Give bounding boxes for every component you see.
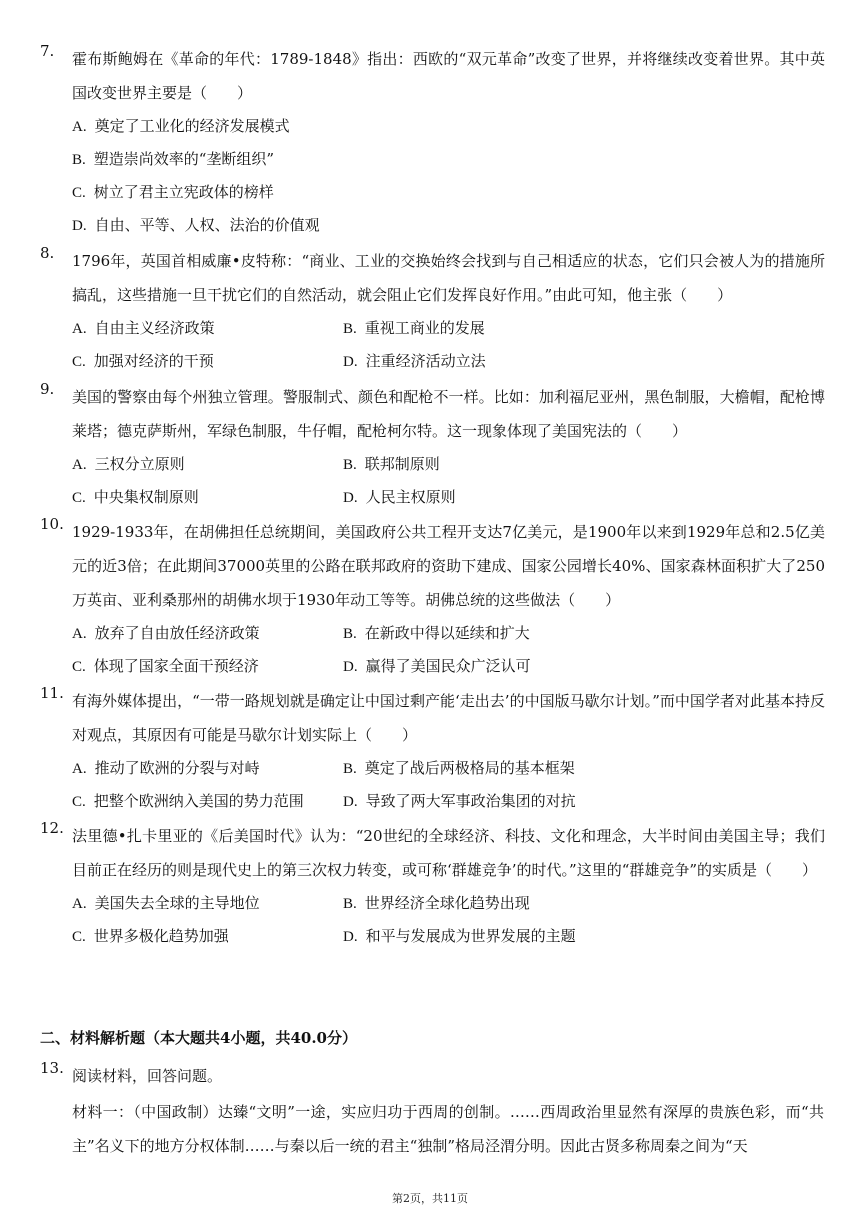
option-a: A. 奠定了工业化的经济发展模式 bbox=[72, 117, 290, 135]
question-number: 10. bbox=[40, 515, 64, 533]
question-number: 7. bbox=[40, 42, 55, 60]
option-b: B. 奠定了战后两极格局的基本框架 bbox=[343, 759, 575, 777]
question-9 bbox=[40, 380, 825, 514]
option-c: C. 中央集权制原则 bbox=[72, 488, 199, 506]
question-12 bbox=[40, 819, 825, 953]
option-b: B. 塑造崇尚效率的“垄断组织” bbox=[72, 150, 275, 168]
option-a: A. 美国失去全球的主导地位 bbox=[72, 894, 260, 912]
option-a: A. 推动了欧洲的分裂与对峙 bbox=[72, 759, 260, 777]
option-b: B. 在新政中得以延续和扩大 bbox=[343, 624, 530, 642]
option-d: D. 自由、平等、人权、法治的价值观 bbox=[72, 216, 320, 234]
question-number: 9. bbox=[40, 380, 55, 398]
option-c: C. 把整个欧洲纳入美国的势力范围 bbox=[72, 792, 304, 810]
question-stem: 1929-1933年，在胡佛担任总统期间，美国政府公共工程开支达7亿美元，是1900年以来到1929年总和2.5亿美元的近3倍；在此期间37000英里的公路在联邦政府的资助下建成、国家公园增长40%、国家森林面积扩大了250万英亩、亚利桑那州的胡佛水坝于1930年动工等等。胡佛总统的这些做法（ ） bbox=[72, 523, 825, 609]
material-text: 材料一：（中国政制）达臻“文明”一途，实应归功于西周的创制。……西周政治里显然有深厚的贵族色彩，而“共主”名义下的地方分权体制……与秦以后一统的君主“独制”格局泾渭分明。因此古贤多称周秦之间为“天 bbox=[72, 1103, 824, 1155]
question-13 bbox=[40, 1059, 825, 1093]
options-list bbox=[72, 887, 825, 953]
option-b: B. 联邦制原则 bbox=[343, 455, 440, 473]
option-d: D. 导致了两大军事政治集团的对抗 bbox=[343, 792, 576, 810]
question-11 bbox=[40, 684, 825, 818]
question-number: 8. bbox=[40, 244, 55, 262]
option-a: A. 自由主义经济政策 bbox=[72, 319, 215, 337]
option-c: C. 树立了君主立宪政体的榜样 bbox=[72, 183, 274, 201]
options-list bbox=[72, 752, 825, 818]
question-stem: 阅读材料，回答问题。 bbox=[72, 1067, 223, 1085]
option-d: D. 注重经济活动立法 bbox=[343, 352, 486, 370]
option-c: C. 加强对经济的干预 bbox=[72, 352, 214, 370]
options-list bbox=[72, 448, 825, 514]
page-footer: 第2页，共11页 bbox=[392, 1192, 468, 1205]
options-list bbox=[72, 617, 825, 683]
question-number: 13. bbox=[40, 1059, 64, 1077]
question-number: 11. bbox=[40, 684, 64, 702]
question-stem: 美国的警察由每个州独立管理。警服制式、颜色和配枪不一样。比如：加利福尼亚州，黑色制服，大檐帽，配枪博莱塔；德克萨斯州，军绿色制服，牛仔帽，配枪柯尔特。这一现象体现了美国宪法的（ ） bbox=[72, 388, 825, 440]
option-d: D. 赢得了美国民众广泛认可 bbox=[343, 657, 531, 675]
question-7 bbox=[40, 42, 825, 242]
option-a: A. 三权分立原则 bbox=[72, 455, 185, 473]
question-stem: 1796年，英国首相威廉•皮特称：“商业、工业的交换始终会找到与自己相适应的状态，它们只会被人为的措施所搞乱，这些措施一旦干扰它们的自然活动，就会阻止它们发挥良好作用。”由此可知，他主张（ ） bbox=[72, 252, 825, 304]
question-8 bbox=[40, 244, 825, 378]
options-list bbox=[72, 110, 825, 242]
question-stem: 霍布斯鲍姆在《革命的年代：1789-1848》指出：西欧的“双元革命”改变了世界，并将继续改变着世界。其中英国改变世界主要是（ ） bbox=[72, 50, 825, 102]
option-b: B. 重视工商业的发展 bbox=[343, 319, 485, 337]
option-c: C. 体现了国家全面干预经济 bbox=[72, 657, 259, 675]
option-d: D. 人民主权原则 bbox=[343, 488, 456, 506]
option-d: D. 和平与发展成为世界发展的主题 bbox=[343, 927, 576, 945]
section-title: 二、材料解析题（本大题共4小题，共40.0分） bbox=[40, 1029, 357, 1047]
question-stem: 法里德•扎卡里亚的《后美国时代》认为：“20世纪的全球经济、科技、文化和理念，大半时间由美国主导；我们目前正在经历的则是现代史上的第三次权力转变，或可称‘群雄竞争’的时代。”这里的“群雄竞争”的实质是（ ） bbox=[72, 827, 825, 879]
option-c: C. 世界多极化趋势加强 bbox=[72, 927, 229, 945]
question-10 bbox=[40, 515, 825, 683]
question-stem: 有海外媒体提出，“一带一路规划就是确定让中国过剩产能‘走出去’的中国版马歇尔计划。”而中国学者对此基本持反对观点，其原因有可能是马歇尔计划实际上（ ） bbox=[72, 692, 825, 744]
option-a: A. 放弃了自由放任经济政策 bbox=[72, 624, 260, 642]
options-list bbox=[72, 312, 825, 378]
question-number: 12. bbox=[40, 819, 64, 837]
option-b: B. 世界经济全球化趋势出现 bbox=[343, 894, 530, 912]
